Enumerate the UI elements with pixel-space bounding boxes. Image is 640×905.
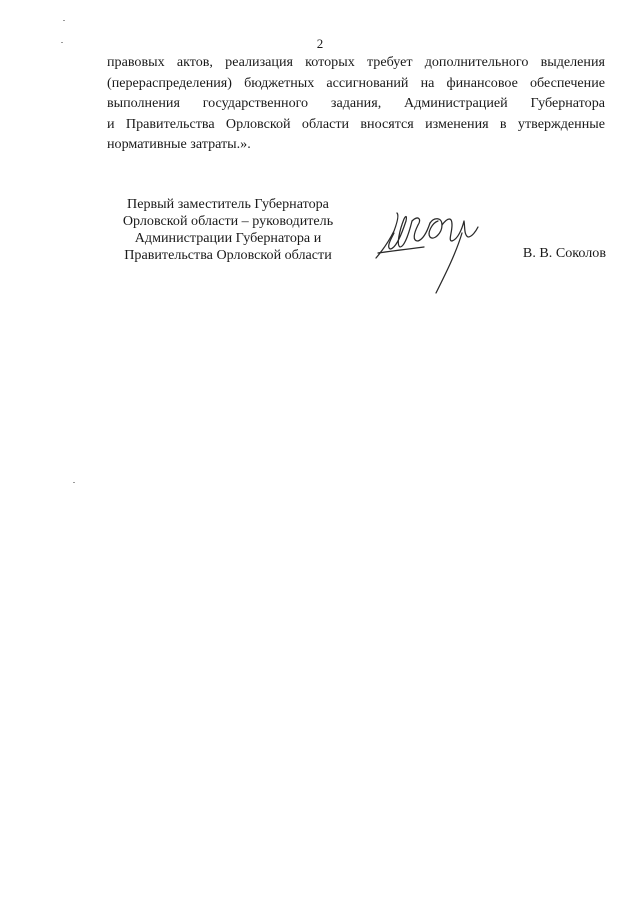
signatory-name: В. В. Соколов (522, 245, 606, 261)
body-line: правовых актов, реализация которых требует дополнительного выделения (107, 54, 605, 70)
signature-stroke (436, 233, 462, 293)
signatory-title-line: Правительства Орловской области (124, 247, 332, 263)
body-line: нормативные затраты.». (107, 136, 251, 152)
signature-stroke (429, 219, 442, 238)
signatory-title-line: Орловской области – руководитель (122, 213, 334, 229)
page-number: 2 (316, 36, 324, 51)
signature-stroke (389, 217, 412, 249)
signatory-title-line: Администрации Губернатора и (134, 230, 322, 246)
body-line: выполнения государственного задания, Администрацией Губернатора (107, 95, 605, 111)
signature-stroke (412, 218, 430, 241)
body-paragraph (107, 52, 605, 155)
scan-speck (63, 20, 65, 21)
signatory-title-line: Первый заместитель Губернатора (127, 196, 329, 212)
handwritten-signature (372, 203, 484, 299)
scan-speck (73, 482, 75, 483)
body-line: (перераспределения) бюджетных ассигнований на финансовое обеспечение (107, 74, 605, 91)
body-line: и Правительства Орловской области вносятся изменения в утвержденные (107, 115, 605, 132)
signatory-title (105, 196, 351, 264)
signature-stroke (378, 247, 424, 253)
